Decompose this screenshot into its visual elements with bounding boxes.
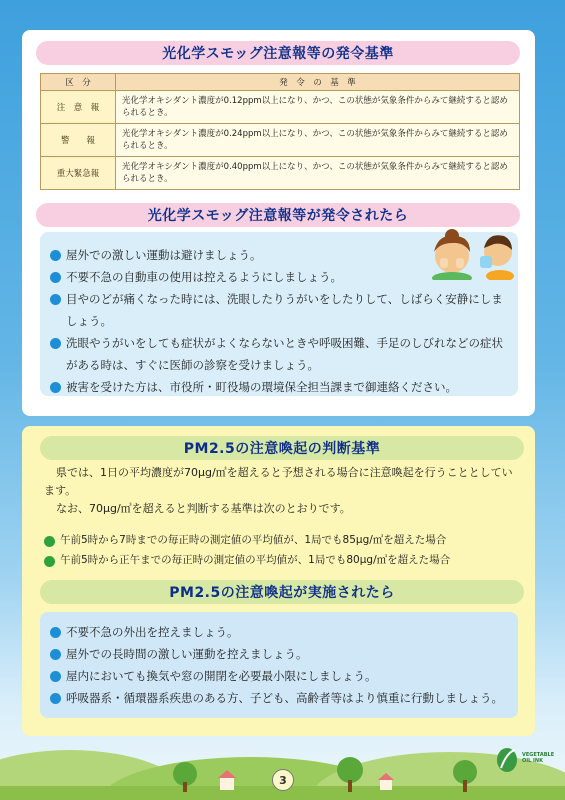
table-row: [41, 157, 520, 190]
pm-criteria-list: [44, 530, 520, 570]
row-criteria: 光化学オキシダント濃度が0.40ppm以上になり、かつ、この状態が気象条件からみて継続すると認められるとき。: [116, 157, 520, 190]
row-category: 警 報: [41, 124, 116, 157]
row-category: 注 意 報: [41, 91, 116, 124]
list-item: 午前5時から正午までの毎正時の測定値の平均値が、1局でも80μg/㎥を超えた場合: [44, 550, 520, 570]
smog-criteria-table: [40, 73, 520, 190]
row-criteria: 光化学オキシダント濃度が0.24ppm以上になり、かつ、この状態が気象条件からみて継続すると認められるとき。: [116, 124, 520, 157]
table-header-row: [41, 74, 520, 91]
smog-actions-title: 光化学スモッグ注意報等が発令されたら: [36, 203, 520, 227]
pm-actions-list: [50, 621, 510, 709]
header-category: 区 分: [41, 74, 116, 91]
pm-actions-title: PM2.5の注意喚起が実施されたら: [40, 580, 524, 604]
list-item: 屋外での長時間の激しい運動を控えましょう。: [50, 643, 510, 665]
list-item: 呼吸器系・循環器系疾患のある方、子ども、高齢者等はより慎重に行動しましょう。: [50, 687, 510, 709]
logo-text: VEGETABLE OIL INK: [522, 752, 555, 764]
list-item: 不要不急の外出を控えましょう。: [50, 621, 510, 643]
list-item: 屋内においても換気や窓の開閉を必要最小限にしましょう。: [50, 665, 510, 687]
row-criteria: 光化学オキシダント濃度が0.12ppm以上になり、かつ、この状態が気象条件からみて継続すると認められるとき。: [116, 91, 520, 124]
list-item: 洗眼やうがいをしても症状がよくならないときや呼吸困難、手足のしびれなどの症状がある時は、すぐに医師の診察を受けましょう。: [50, 332, 510, 376]
row-category: 重大緊急報: [41, 157, 116, 190]
pm-criteria-text: [44, 464, 516, 518]
list-item: 不要不急の自動車の使用は控えるようにしましょう。: [50, 266, 510, 288]
list-item: 午前5時から7時までの毎正時の測定値の平均値が、1局でも85μg/㎥を超えた場合: [44, 530, 520, 550]
header-criteria: 発 令 の 基 準: [116, 74, 520, 91]
smog-criteria-title: 光化学スモッグ注意報等の発令基準: [36, 41, 520, 65]
pm-paragraph: 県では、1日の平均濃度が70μg/㎥を超えると予想される場合に注意喚起を行うこととしています。: [44, 466, 513, 497]
table-row: [41, 91, 520, 124]
list-item: 被害を受けた方は、市役所・町役場の環境保全担当課まで御連絡ください。: [50, 376, 510, 398]
page-number: 3: [272, 769, 294, 791]
smog-actions-list: [50, 244, 510, 398]
table-row: [41, 124, 520, 157]
list-item: 目やのどが痛くなった時には、洗眼したりうがいをしたりして、しばらく安静にしましょう。: [50, 288, 510, 332]
pm-criteria-title: PM2.5の注意喚起の判断基準: [40, 436, 524, 460]
list-item: 屋外での激しい運動は避けましょう。: [50, 244, 510, 266]
pm-paragraph: なお、70μg/㎥を超えると判断する基準は次のとおりです。: [56, 502, 351, 515]
